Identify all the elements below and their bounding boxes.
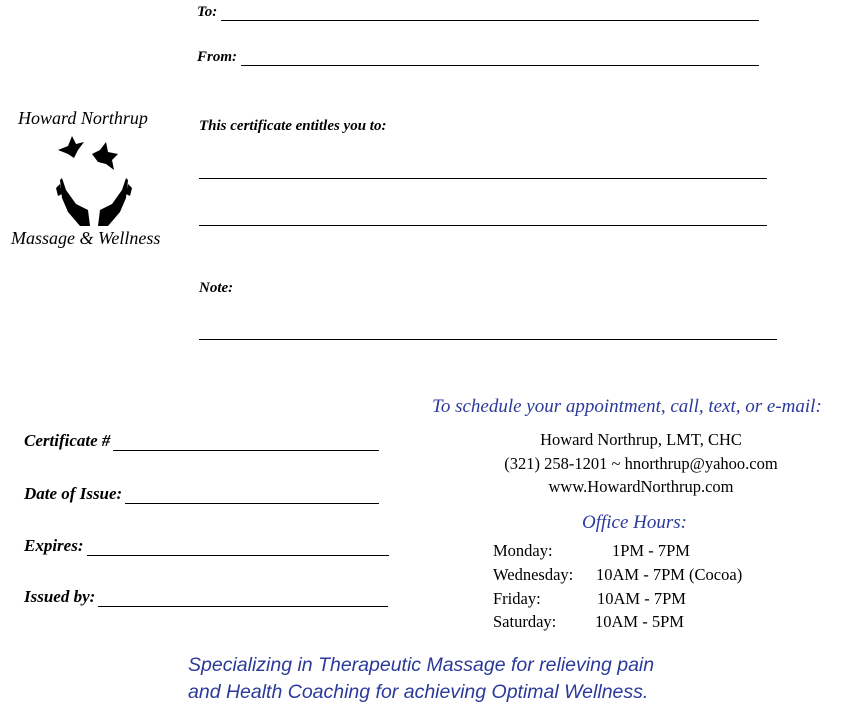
to-line[interactable] — [221, 6, 759, 21]
contact-name: Howard Northrup, LMT, CHC — [540, 430, 742, 449]
date-of-issue-label: Date of Issue: — [24, 484, 123, 503]
hours-day: Saturday: — [493, 612, 557, 631]
hours-time: 10AM - 7PM — [597, 589, 686, 608]
expires-label: Expires: — [24, 536, 84, 555]
hours-day: Monday: — [493, 541, 553, 560]
logo-bottom-text: Massage & Wellness — [11, 228, 161, 248]
certificate-number-label: Certificate # — [24, 431, 111, 450]
hours-row — [493, 541, 690, 561]
hands-icon — [56, 178, 132, 226]
certificate-number-field[interactable] — [24, 431, 379, 451]
note-label: Note: — [199, 280, 234, 296]
contact-phone-email[interactable]: (321) 258-1201 ~ hnorthrup@yahoo.com — [504, 454, 778, 473]
logo — [10, 104, 188, 254]
hours-row — [493, 612, 684, 632]
to-field[interactable] — [197, 4, 759, 21]
logo-top-text: Howard Northrup — [18, 108, 148, 128]
to-label: To: — [197, 4, 218, 20]
schedule-heading: To schedule your appointment, call, text, or e-mail: — [432, 396, 822, 417]
certificate-number-line[interactable] — [113, 435, 379, 451]
entitles-line-2[interactable] — [199, 225, 767, 226]
from-label: From: — [197, 49, 238, 65]
entitles-line-1[interactable] — [199, 178, 767, 179]
dove-hands-graphic — [54, 132, 134, 227]
issued-by-label: Issued by: — [24, 587, 96, 606]
hours-time: 1PM - 7PM — [612, 541, 690, 560]
hours-row — [493, 565, 742, 585]
expires-field[interactable] — [24, 536, 389, 556]
hours-day: Friday: — [493, 589, 541, 608]
note-line[interactable] — [199, 339, 777, 340]
contact-website[interactable]: www.HowardNorthrup.com — [548, 477, 734, 496]
from-field[interactable] — [197, 49, 759, 66]
hours-time: 10AM - 5PM — [595, 612, 684, 631]
issued-by-line[interactable] — [98, 591, 388, 607]
tagline-line-2: and Health Coaching for achieving Optimal Wellness. — [188, 681, 649, 703]
expires-line[interactable] — [87, 540, 389, 556]
hours-row — [493, 589, 686, 609]
date-of-issue-field[interactable] — [24, 484, 379, 504]
dove-icon — [58, 136, 118, 170]
office-hours-heading: Office Hours: — [582, 512, 688, 533]
tagline-line-1: Specializing in Therapeutic Massage for relieving pain — [188, 654, 655, 676]
hours-time: 10AM - 7PM (Cocoa) — [596, 565, 743, 584]
hours-day: Wednesday: — [493, 565, 574, 584]
entitles-label: This certificate entitles you to: — [199, 118, 387, 134]
date-of-issue-line[interactable] — [125, 488, 379, 504]
from-line[interactable] — [241, 51, 759, 66]
issued-by-field[interactable] — [24, 587, 388, 607]
